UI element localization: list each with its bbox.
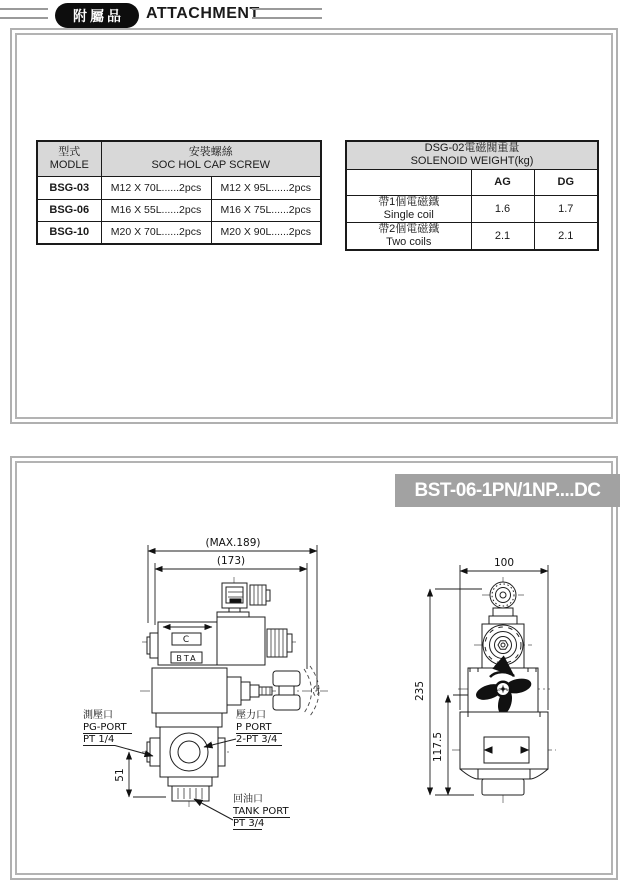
lever-nc-mark: NC: [495, 688, 501, 692]
model-code-bar: BST-06-1PN/1NP....DC: [395, 474, 620, 507]
table-row: [37, 176, 321, 199]
spec-cell: M20 X 70L......2pcs: [101, 221, 211, 244]
col-model: [37, 141, 101, 176]
tank-port-stub: [168, 777, 212, 801]
value-cell: 2.1: [471, 222, 534, 250]
model-cell: BSG-10: [37, 221, 101, 244]
row-label-zh: 帶2個電磁鐵: [378, 222, 440, 235]
row-label-zh: 帶1個電磁鐵: [378, 195, 440, 208]
pg-port-size: PT 1/4: [83, 734, 115, 745]
handwheel-front: [482, 624, 524, 668]
value-cell: 1.6: [471, 195, 534, 222]
screw-table-header: [37, 141, 321, 176]
col-ag: AG: [471, 169, 534, 195]
dim-51-text: 51: [114, 768, 126, 782]
solenoid-weight-table: [345, 140, 599, 251]
value-cell: 1.7: [534, 195, 598, 222]
pg-port-zh: 測壓口: [83, 710, 113, 721]
col-model-zh: 型式: [58, 145, 81, 158]
top-knob: [489, 582, 517, 624]
nameplate-c: C: [182, 635, 190, 645]
valve-top-block: [147, 622, 217, 665]
front-view-drawing: [83, 537, 328, 830]
mounting-block: [460, 712, 548, 795]
dim-100-text: 100: [493, 557, 515, 569]
nameplate-bta: BTA: [176, 654, 198, 663]
p-port-en: P PORT: [236, 722, 272, 733]
model-cell: BSG-06: [37, 199, 101, 221]
tank-port-size: PT 3/4: [233, 818, 265, 829]
weight-table-title: [346, 141, 598, 169]
dim-117-text: 117.5: [432, 731, 444, 763]
pg-port-label: [83, 708, 153, 756]
row-label-en: Two coils: [386, 235, 432, 248]
pg-port-en: PG-PORT: [83, 722, 127, 733]
weight-title-en: SOLENOID WEIGHT(kg): [410, 155, 534, 168]
spec-cell: M20 X 90L......2pcs: [211, 221, 321, 244]
weight-table-title-row: [346, 141, 598, 169]
page-title: ATTACHMENT: [146, 5, 260, 22]
row-label: [346, 195, 471, 222]
col-screw: [101, 141, 321, 176]
section-badge: 附屬品: [55, 3, 139, 28]
technical-drawing: [17, 505, 611, 869]
weight-title-zh: DSG-02電磁閥重量: [424, 142, 520, 155]
solenoid-coil: [217, 612, 292, 665]
screw-table: [36, 140, 322, 245]
col-dg: DG: [534, 169, 598, 195]
header-rule-right: [252, 8, 322, 19]
valve-main-body: [147, 668, 227, 777]
spec-cell: M16 X 75L......2pcs: [211, 199, 321, 221]
spec-cell: M12 X 70L......2pcs: [101, 176, 211, 199]
col-screw-zh: 安裝螺絲: [188, 145, 233, 158]
model-cell: BSG-03: [37, 176, 101, 199]
lever-no-mark: NO: [506, 688, 511, 692]
header-rule-left: [0, 8, 48, 19]
tank-port-en: TANK PORT: [233, 806, 289, 817]
weight-table-colhead-row: [346, 169, 598, 195]
table-row: [346, 195, 598, 222]
spec-cell: M16 X 55L......2pcs: [101, 199, 211, 221]
p-port-size: 2-PT 3/4: [236, 734, 278, 745]
empty-cell: [346, 169, 471, 195]
spec-cell: M12 X 95L......2pcs: [211, 176, 321, 199]
table-row: [37, 199, 321, 221]
attachment-panel: [15, 33, 613, 419]
col-model-en: MODLE: [49, 158, 89, 171]
table-row: [37, 221, 321, 244]
row-label: [346, 222, 471, 250]
dim-max-width-text: (MAX.189): [205, 537, 261, 549]
col-screw-en: SOC HOL CAP SCREW: [151, 158, 271, 171]
table-row: [346, 222, 598, 250]
row-label-en: Single coil: [383, 208, 434, 221]
tank-port-zh: 回油口: [233, 794, 263, 805]
value-cell: 2.1: [534, 222, 598, 250]
side-view-drawing: [414, 557, 556, 805]
dim-235-text: 235: [414, 680, 426, 702]
dim-width-text: (173): [216, 555, 246, 567]
p-port-zh: 壓力口: [236, 710, 266, 721]
drawing-panel: [15, 461, 613, 875]
